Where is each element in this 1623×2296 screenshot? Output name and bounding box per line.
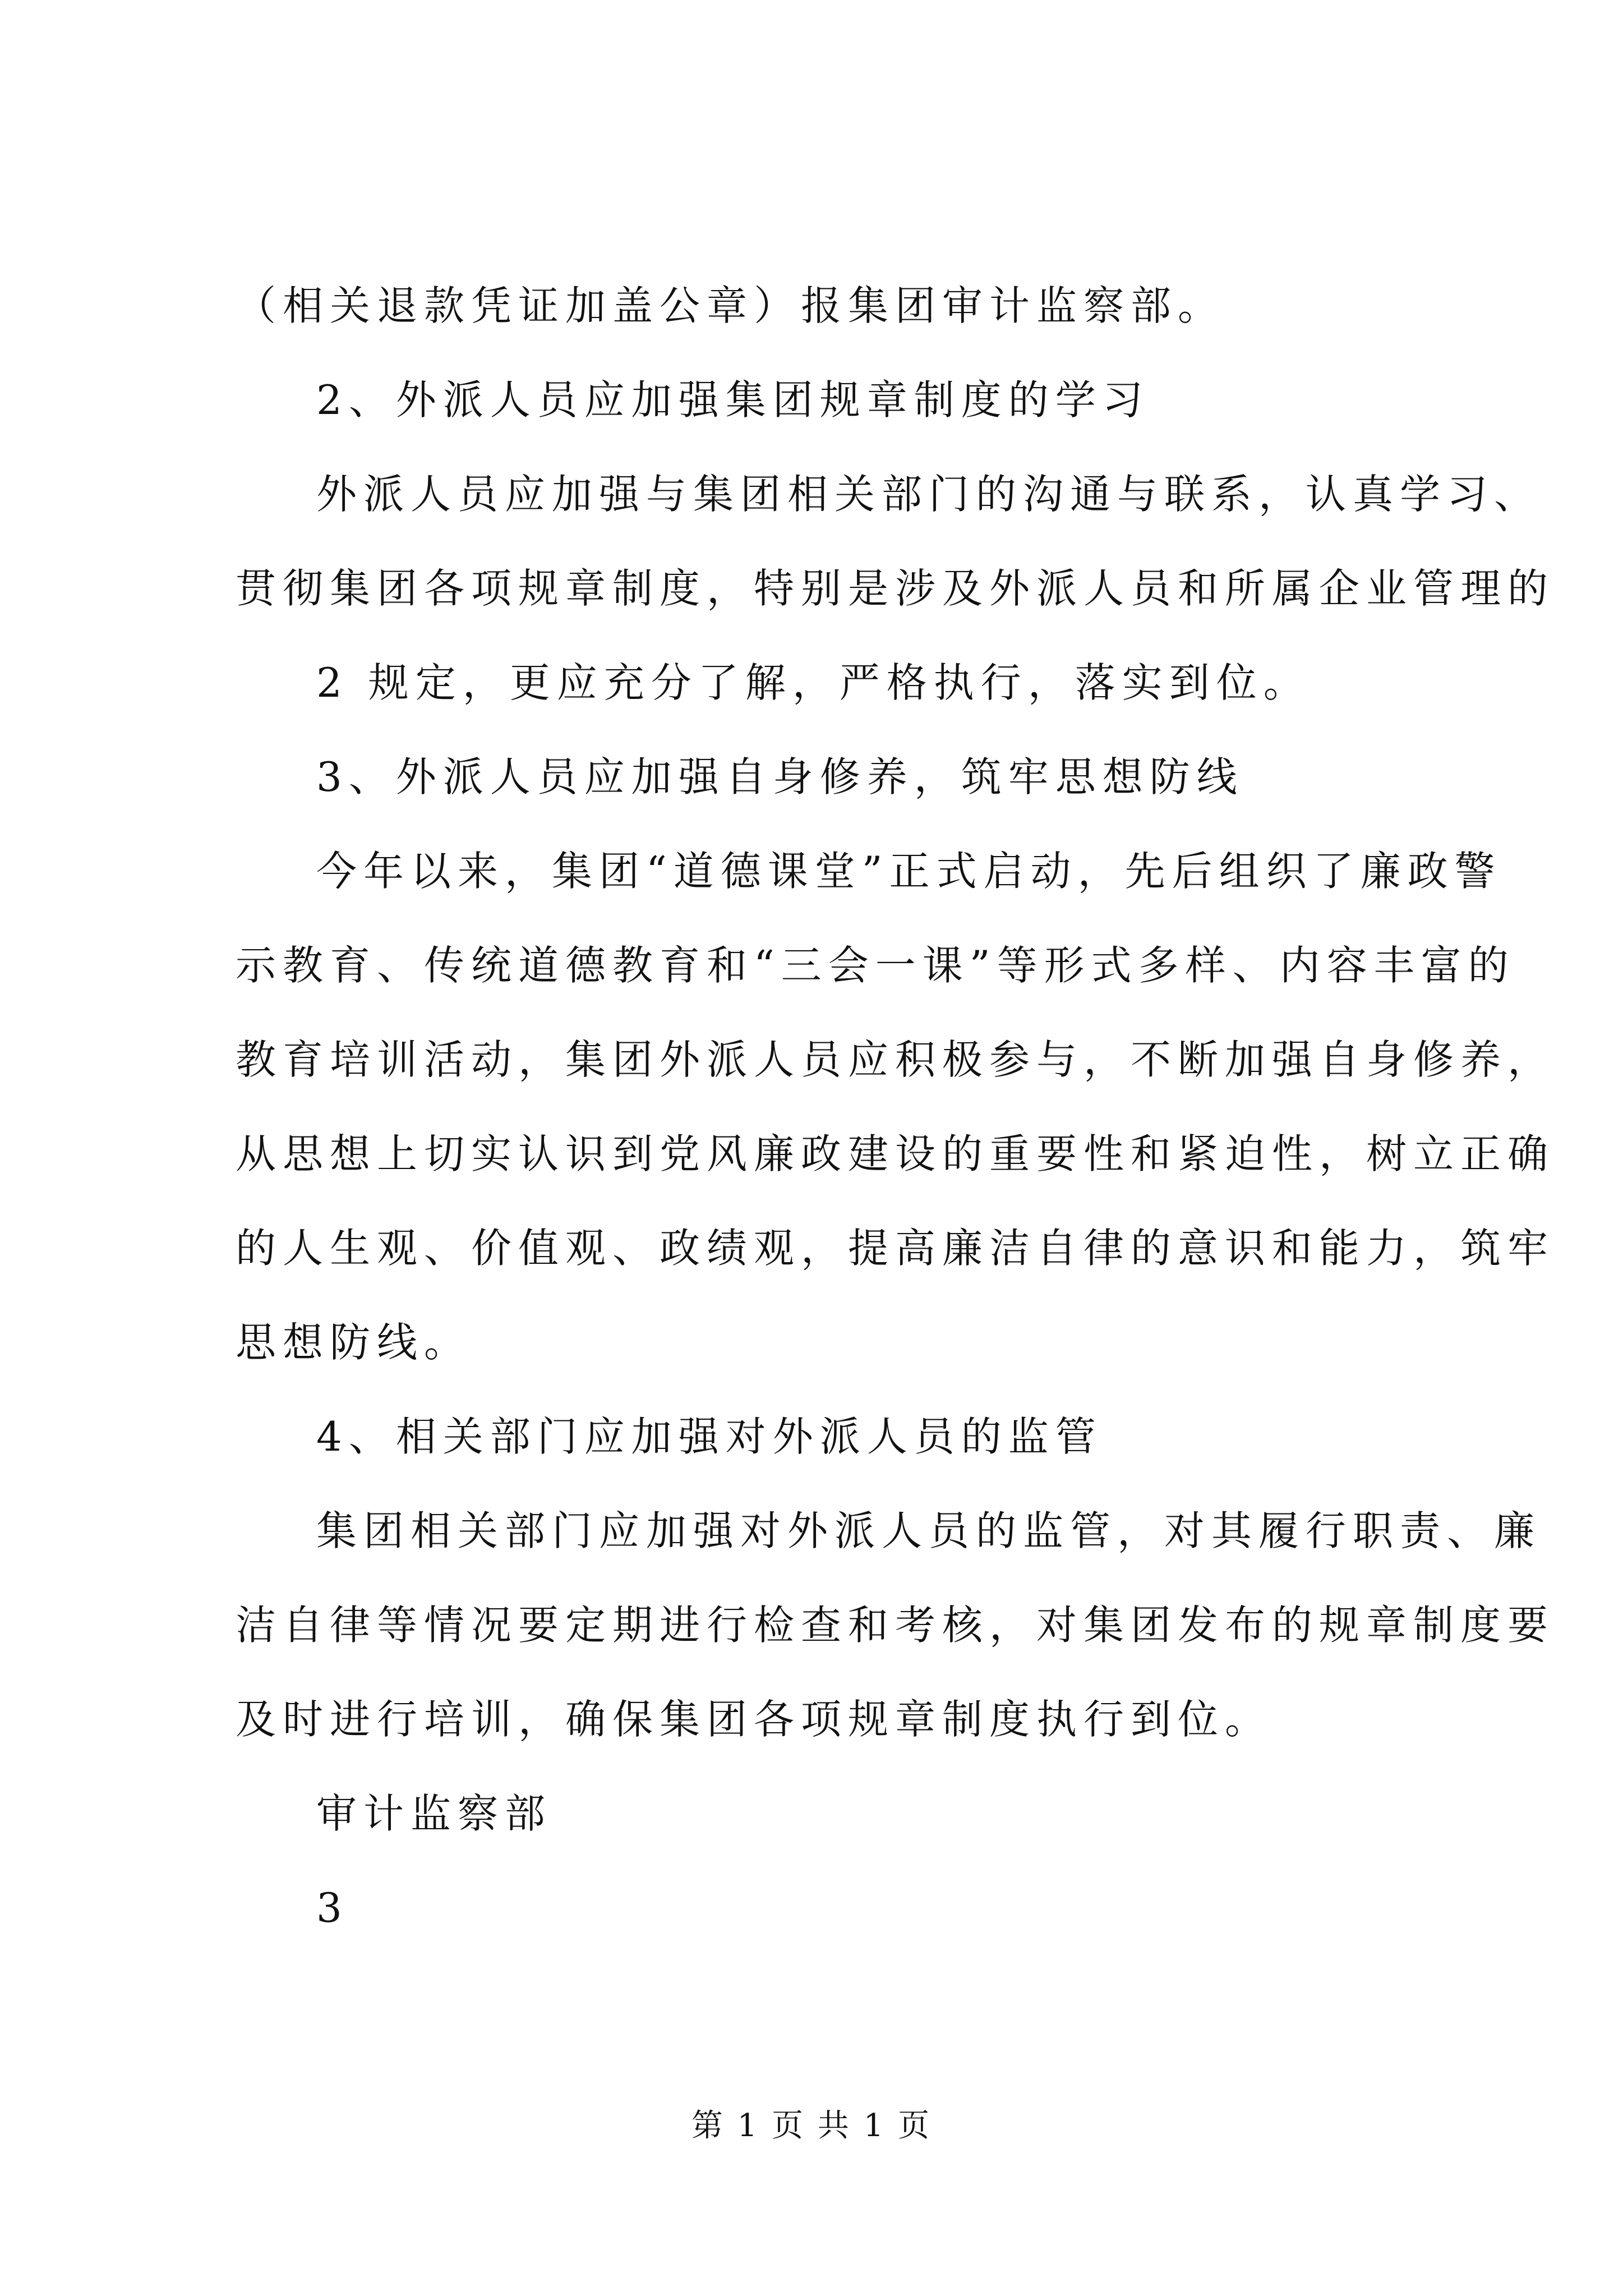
text-line-3: 外派人员应加强与集团相关部门的沟通与联系，认真学习、 xyxy=(316,471,1542,518)
text-line-13: 4、相关部门应加强对外派人员的监管 xyxy=(316,1413,1103,1460)
text-line-11: 的人生观、价值观、政绩观，提高廉洁自律的意识和能力，筑牢 xyxy=(236,1225,1555,1272)
text-line-12: 思想防线。 xyxy=(236,1319,472,1366)
text-line-16: 及时进行培训，确保集团各项规章制度执行到位。 xyxy=(236,1696,1272,1743)
page-footer: 第 1 页 共 1 页 xyxy=(691,2108,932,2144)
text-line-6: 3、外派人员应加强自身修养，筑牢思想防线 xyxy=(316,753,1244,800)
text-line-9: 教育培训活动，集团外派人员应积极参与，不断加强自身修养， xyxy=(236,1036,1555,1083)
text-line-17: 审计监察部 xyxy=(316,1790,552,1837)
text-line-8: 示教育、传统道德教育和“三会一课”等形式多样、内容丰富的 xyxy=(236,942,1515,989)
text-line-2: 2、外派人员应加强集团规章制度的学习 xyxy=(316,376,1150,424)
text-line-10: 从思想上切实认识到党风廉政建设的重要性和紧迫性，树立正确 xyxy=(236,1130,1555,1177)
text-line-1: （相关退款凭证加盖公章）报集团审计监察部。 xyxy=(236,282,1225,329)
text-line-15: 洁自律等情况要定期进行检查和考核，对集团发布的规章制度要 xyxy=(236,1602,1555,1649)
text-line-14: 集团相关部门应加强对外派人员的监管，对其履行职责、廉 xyxy=(316,1507,1542,1554)
text-line-7: 今年以来，集团“道德课堂”正式启动，先后组织了廉政警 xyxy=(316,848,1502,895)
text-line-5: 2 规定，更应充分了解，严格执行，落实到位。 xyxy=(316,659,1311,706)
text-line-18: 3 xyxy=(316,1884,349,1931)
text-line-4: 贯彻集团各项规章制度，特别是涉及外派人员和所属企业管理的 xyxy=(236,565,1555,612)
